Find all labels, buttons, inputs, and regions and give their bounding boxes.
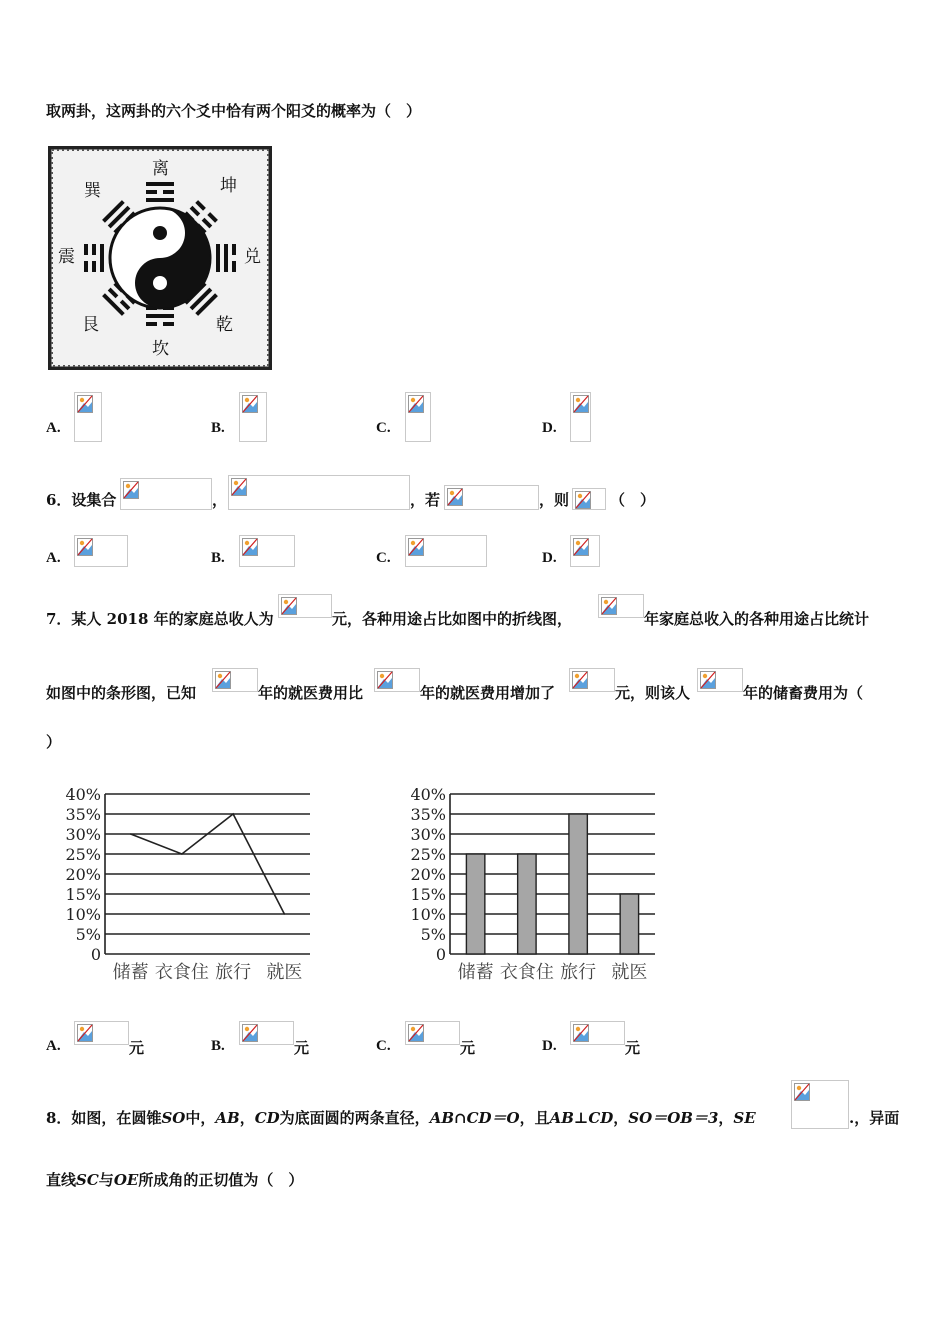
- q6-option-d-image: [570, 535, 600, 567]
- q6-comma-2: ，若: [410, 491, 441, 509]
- q7-option-a-unit: 元: [129, 1039, 145, 1057]
- q7-line2-d: 元，则该人: [615, 684, 691, 702]
- q6-then: ，则: [539, 491, 570, 509]
- q5-option-b-label: B.: [211, 420, 225, 436]
- broken-image-icon: [77, 1024, 93, 1042]
- q6-option-b-image: [239, 535, 295, 567]
- q8-cond2: AB⊥CD: [549, 1109, 614, 1127]
- q6-option-b-label: B.: [211, 550, 225, 566]
- x-tick-label: 旅行: [215, 962, 252, 983]
- broken-image-icon: [408, 1024, 424, 1042]
- y-tick-label: 40%: [410, 785, 446, 804]
- q8-line1-a: 8．如图，在圆锥: [46, 1109, 162, 1127]
- q7-option-c-unit: 元: [460, 1039, 476, 1057]
- q5-option-a-label: A.: [46, 420, 61, 436]
- broken-image-icon: [700, 671, 716, 689]
- q8-line2-a: 直线: [46, 1171, 77, 1189]
- q8-line2: [46, 1170, 303, 1190]
- q7-income-image: [278, 594, 332, 618]
- broken-image-icon: [794, 1083, 810, 1101]
- broken-image-icon: [601, 597, 617, 615]
- q6-set-a-image: [120, 478, 212, 510]
- y-tick-label: 35%: [65, 805, 101, 824]
- q8-se-image: [791, 1080, 849, 1129]
- q8-line1: [46, 1108, 756, 1128]
- q8-so: SO: [161, 1109, 186, 1127]
- q7-option-c-image: [405, 1021, 460, 1045]
- q8-line2-c: 所成角的正切值为（ ）: [138, 1171, 304, 1189]
- y-tick-label: 10%: [410, 905, 446, 924]
- y-tick-label: 15%: [65, 885, 101, 904]
- q7-line2-a: 如图中的条形图，已知: [46, 684, 197, 702]
- y-tick-label: 20%: [410, 865, 446, 884]
- q6-option-d-label: D.: [542, 550, 557, 566]
- y-tick-label: 0: [90, 945, 101, 964]
- broken-image-icon: [77, 395, 93, 413]
- y-tick-label: 20%: [65, 865, 101, 884]
- bagua-label-kun: 坤: [220, 176, 237, 196]
- q7-option-a-image: [74, 1021, 129, 1045]
- q7-line1-b: 元，各种用途占比如图中的折线图，: [332, 610, 573, 628]
- q5-option-a-image: [74, 392, 102, 442]
- y-tick-label: 30%: [65, 825, 101, 844]
- bar-chart: [400, 782, 670, 987]
- broken-image-icon: [573, 395, 589, 413]
- q7-option-d-label: D.: [542, 1038, 557, 1054]
- q7-option-b-unit: 元: [294, 1039, 310, 1057]
- q6-option-a-label: A.: [46, 550, 61, 566]
- bagua-label-xun: 巽: [84, 181, 101, 201]
- q5-option-c-label: C.: [376, 420, 391, 436]
- q7-year-image-3: [374, 668, 420, 692]
- yin-yang-icon: [110, 208, 210, 308]
- q8-sc: SC: [76, 1171, 99, 1189]
- y-tick-label: 15%: [410, 885, 446, 904]
- q6-answer-paren: （ ）: [610, 491, 656, 509]
- q7-year-image-2: [212, 668, 258, 692]
- q6-result-image: [572, 488, 606, 510]
- x-tick-label: 衣食住: [154, 962, 209, 983]
- y-tick-label: 0: [435, 945, 446, 964]
- data-point: [232, 813, 234, 815]
- q7-year-image-4: [697, 668, 743, 692]
- x-tick-label: 储蓄: [457, 962, 494, 983]
- q7-line2-c: 年的就医费用增加了: [420, 684, 556, 702]
- broken-image-icon: [77, 538, 93, 556]
- data-point: [181, 853, 183, 855]
- q6-option-c-image: [405, 535, 487, 567]
- q7-option-a-label: A.: [46, 1038, 61, 1054]
- broken-image-icon: [215, 671, 231, 689]
- q8-line1-e: .，异面: [849, 1109, 900, 1127]
- q6-option-c-label: C.: [376, 550, 391, 566]
- x-tick-label: 就医: [611, 962, 648, 983]
- q7-year-image-1: [598, 594, 644, 618]
- q6-set-b-image: [228, 475, 410, 510]
- x-tick-label: 衣食住: [499, 962, 554, 983]
- bagua-figure: [48, 146, 272, 370]
- q8-cond3: SO＝OB＝3: [628, 1109, 719, 1127]
- y-tick-label: 35%: [410, 805, 446, 824]
- q5-option-d-image: [570, 392, 591, 442]
- q8-se: SE: [733, 1109, 756, 1127]
- q7-option-d-image: [570, 1021, 625, 1045]
- bagua-label-gen: 艮: [82, 315, 99, 335]
- broken-image-icon: [242, 395, 258, 413]
- q8-comma-2: ，: [613, 1109, 629, 1127]
- q8-cd: CD: [254, 1109, 280, 1127]
- broken-image-icon: [575, 491, 591, 509]
- q5-option-c-image: [405, 392, 431, 442]
- q8-cond1: AB∩CD＝O: [429, 1109, 520, 1127]
- broken-image-icon: [408, 538, 424, 556]
- broken-image-icon: [408, 395, 424, 413]
- q7-option-b-image: [239, 1021, 294, 1045]
- y-tick-label: 5%: [75, 925, 101, 944]
- broken-image-icon: [242, 538, 258, 556]
- x-tick-label: 就医: [266, 962, 303, 983]
- broken-image-icon: [231, 478, 247, 496]
- broken-image-icon: [573, 538, 589, 556]
- broken-image-icon: [447, 488, 463, 506]
- bagua-label-zhen: 震: [58, 247, 75, 267]
- q8-line2-b: 与: [98, 1171, 114, 1189]
- q8-line1-b: 中，: [185, 1109, 216, 1127]
- q7-line1-a: 7．某人 2018 年的家庭总收人为: [46, 610, 274, 628]
- bar: [620, 894, 638, 954]
- series-line: [131, 814, 285, 914]
- x-tick-label: 旅行: [560, 962, 597, 983]
- q8-comma: ，: [239, 1109, 255, 1127]
- bar: [466, 854, 484, 954]
- q8-line1-d: ，且: [519, 1109, 550, 1127]
- q7-line3: ）: [46, 733, 62, 751]
- q8-oe: OE: [113, 1171, 139, 1189]
- q5-option-d-label: D.: [542, 420, 557, 436]
- q5-option-b-image: [239, 392, 267, 442]
- broken-image-icon: [242, 1024, 258, 1042]
- q7-option-d-unit: 元: [625, 1039, 641, 1057]
- y-tick-label: 5%: [420, 925, 446, 944]
- y-tick-label: 10%: [65, 905, 101, 924]
- q8-ab: AB: [215, 1109, 240, 1127]
- broken-image-icon: [573, 1024, 589, 1042]
- broken-image-icon: [281, 597, 297, 615]
- y-tick-label: 40%: [65, 785, 101, 804]
- q5-stem-tail: 取两卦，这两卦的六个爻中恰有两个阳爻的概率为（ ）: [46, 102, 422, 120]
- broken-image-icon: [377, 671, 393, 689]
- bagua-label-kan: 坎: [152, 339, 169, 359]
- y-tick-label: 25%: [65, 845, 101, 864]
- bagua-label-dui: 兑: [244, 247, 261, 267]
- q6-option-a-image: [74, 535, 128, 567]
- q8-line1-c: 为底面圆的两条直径，: [279, 1109, 430, 1127]
- q6-prefix: 6．设集合: [46, 491, 117, 509]
- broken-image-icon: [572, 671, 588, 689]
- q7-line2-b: 年的就医费用比: [258, 684, 364, 702]
- q6-condition-image: [444, 485, 539, 510]
- q7-option-c-label: C.: [376, 1038, 391, 1054]
- q7-line1-c: 年家庭总收入的各种用途占比统计: [644, 610, 870, 628]
- data-point: [130, 833, 132, 835]
- data-point: [284, 913, 286, 915]
- bagua-label-li: 离: [152, 159, 169, 179]
- y-tick-label: 30%: [410, 825, 446, 844]
- q8-comma-3: ，: [718, 1109, 734, 1127]
- q7-option-b-label: B.: [211, 1038, 225, 1054]
- x-tick-label: 储蓄: [112, 962, 149, 983]
- bagua-label-qian: 乾: [216, 315, 233, 335]
- q6-comma-1: ，: [212, 491, 228, 509]
- bar: [569, 814, 587, 954]
- bar: [518, 854, 536, 954]
- q7-increase-image: [569, 668, 615, 692]
- line-chart: [55, 782, 325, 987]
- broken-image-icon: [123, 481, 139, 499]
- q7-line2-e: 年的储畜费用为（: [743, 684, 864, 702]
- y-tick-label: 25%: [410, 845, 446, 864]
